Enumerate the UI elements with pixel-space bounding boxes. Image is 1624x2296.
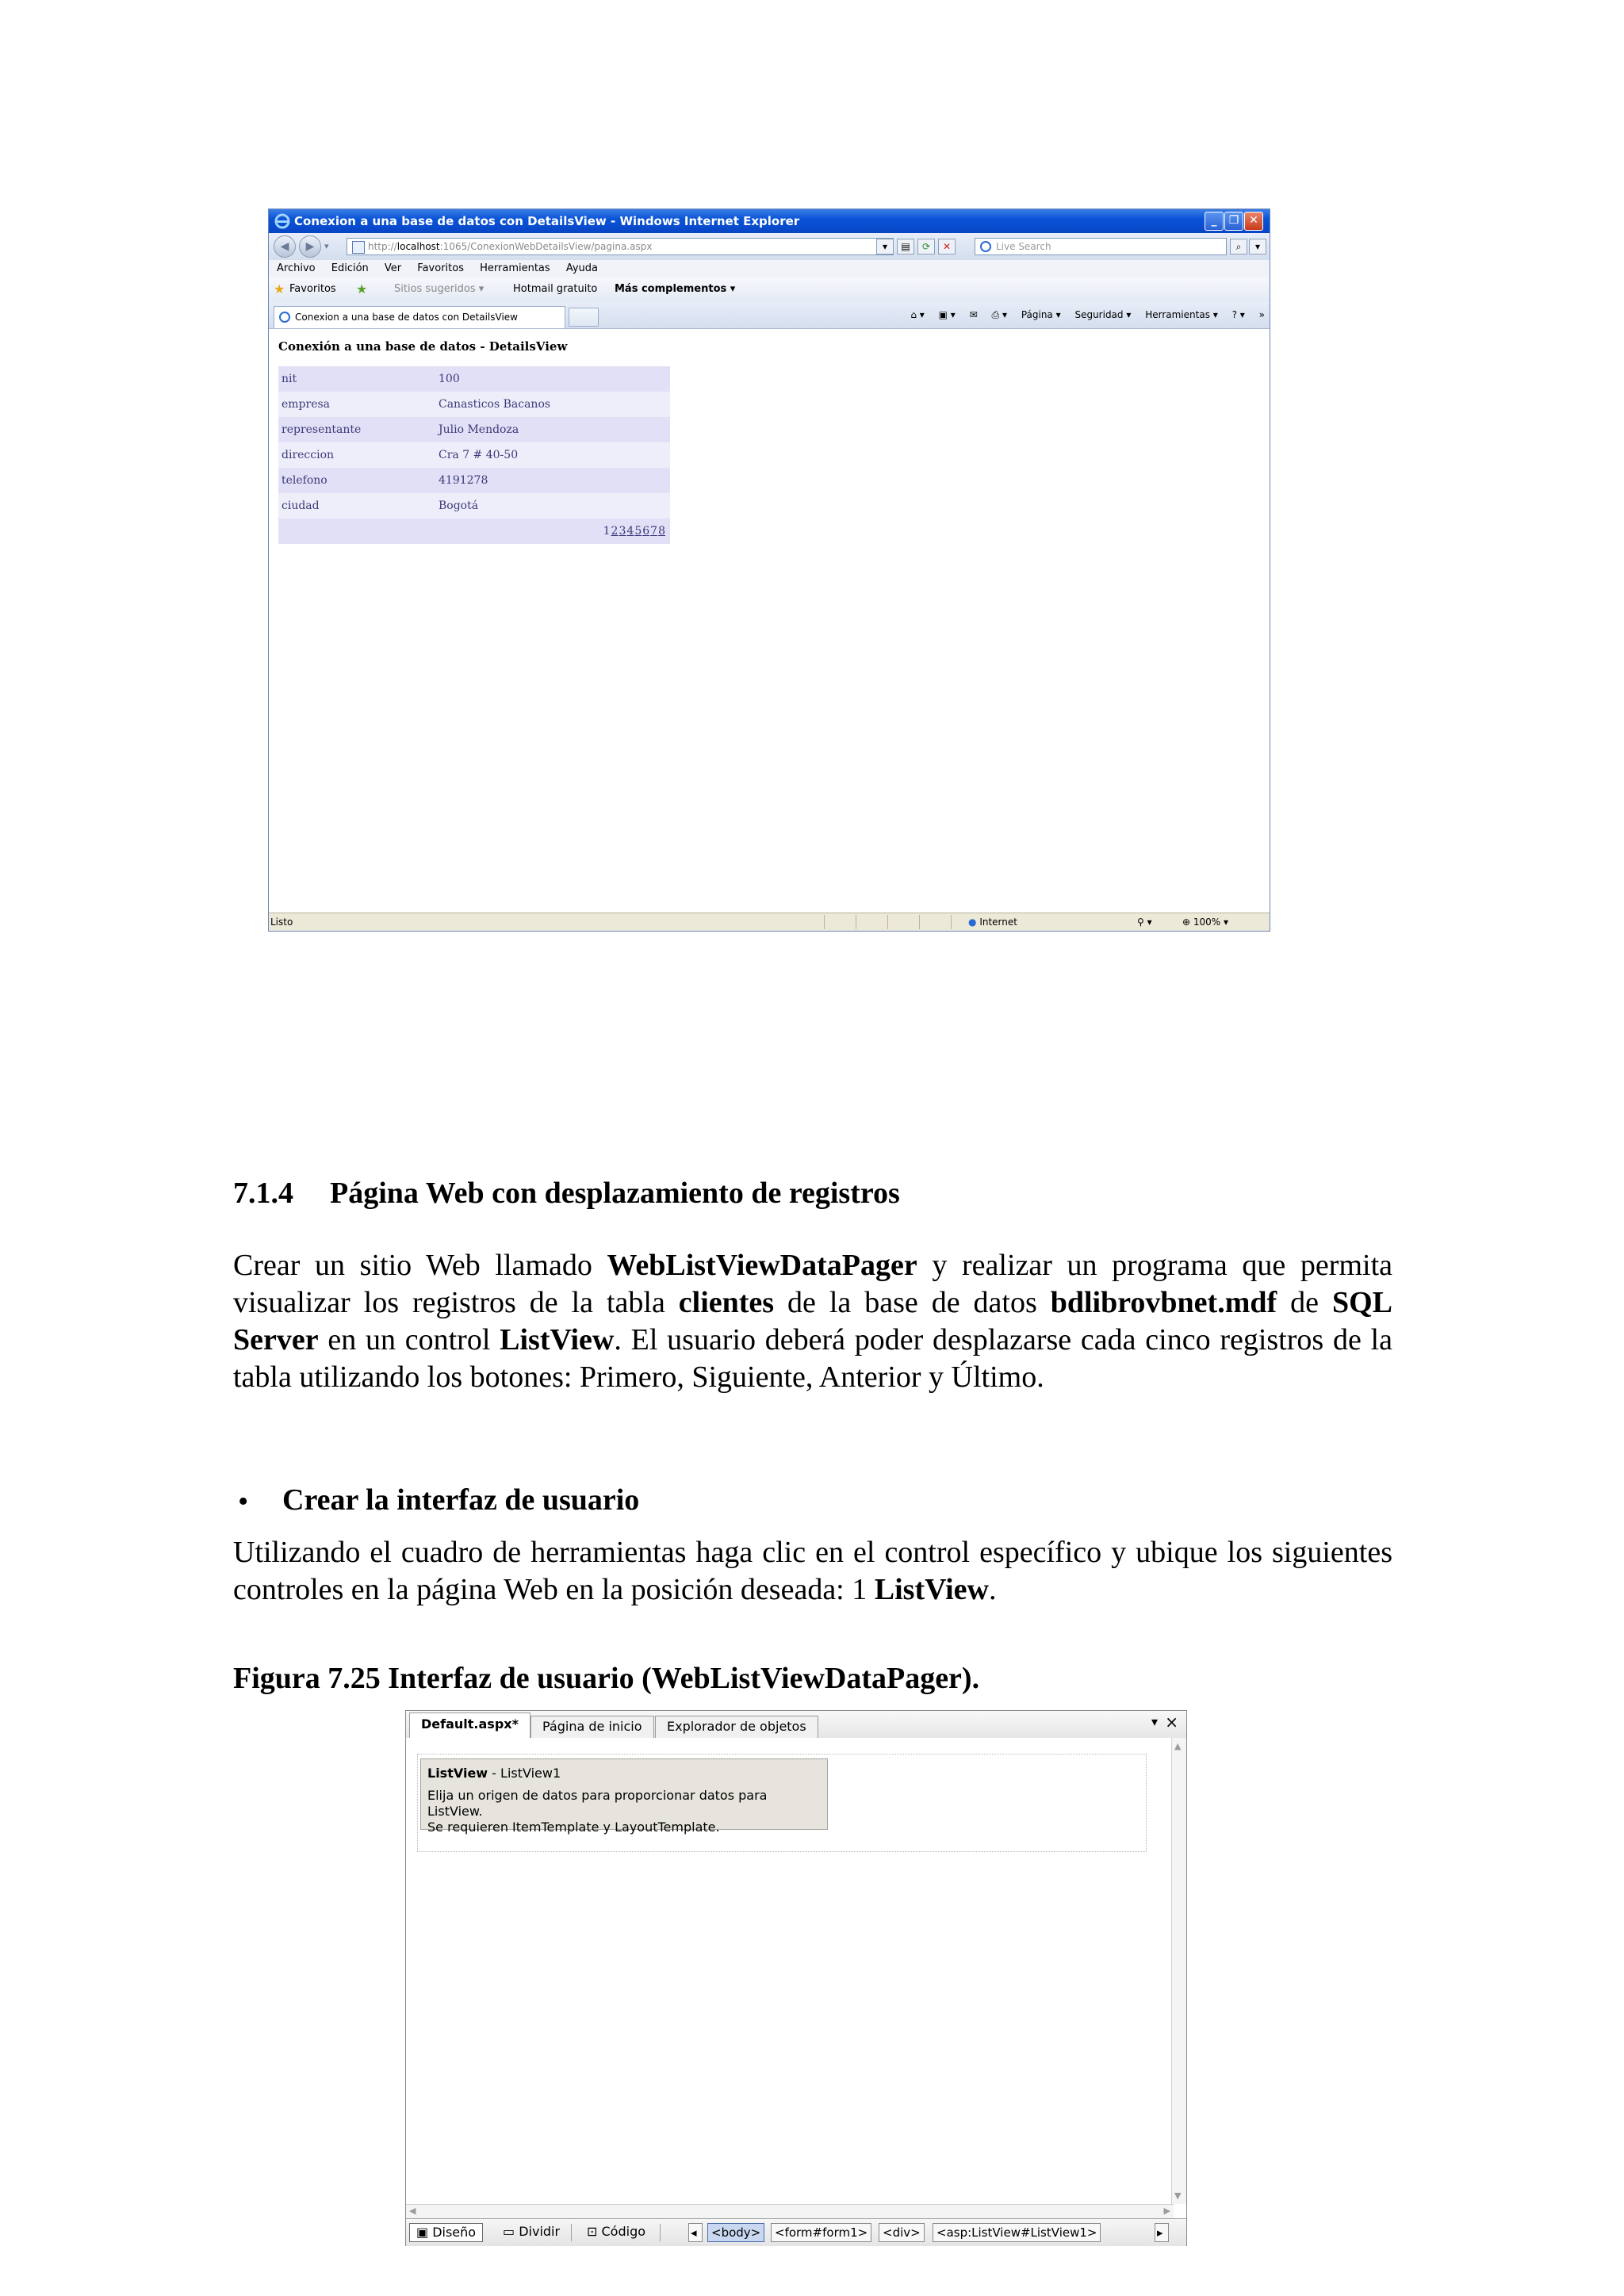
split-view-button[interactable] xyxy=(496,2223,566,2242)
tab-title: Conexion a una base de datos con DetailsView xyxy=(295,312,518,323)
body-text: y realizar un programa que permita visualizar los registros de la tabla xyxy=(233,1249,1392,1319)
details-view-heading: Conexión a una base de datos - DetailsView xyxy=(278,339,568,354)
command-bar xyxy=(899,301,1265,328)
document-tabs xyxy=(406,1711,1186,1739)
tab-object-browser[interactable]: Explorador de objetos xyxy=(655,1716,818,1738)
live-search-logo-icon xyxy=(980,241,991,252)
back-button[interactable]: ◀ xyxy=(274,235,296,258)
menu-archivo[interactable]: Archivo xyxy=(277,262,316,274)
pager-page-4[interactable]: 4 xyxy=(626,525,634,538)
url-path: :1065/ConexionWebDetailsView/pagina.aspx xyxy=(439,241,653,252)
ie-logo-icon xyxy=(274,212,291,230)
field-value: Canasticos Bacanos xyxy=(435,392,670,417)
url-host: localhost xyxy=(396,241,440,252)
details-row xyxy=(278,468,670,493)
zoom-level: 100% xyxy=(1193,916,1221,928)
pager-row xyxy=(278,519,670,544)
field-value: Julio Mendoza xyxy=(435,417,670,442)
tab-default-aspx[interactable]: Default.aspx* xyxy=(409,1712,530,1738)
pager xyxy=(278,519,670,544)
search-icon[interactable]: ⌕ xyxy=(1230,239,1247,254)
address-bar xyxy=(269,233,1270,260)
field-label: telefono xyxy=(278,468,435,493)
menu-ver[interactable]: Ver xyxy=(384,262,402,274)
design-view-button[interactable] xyxy=(409,2223,483,2242)
search-placeholder: Live Search xyxy=(996,241,1051,252)
overflow-chevron-icon[interactable]: » xyxy=(1258,309,1265,320)
field-value: Bogotá xyxy=(435,493,670,519)
scroll-left-icon[interactable]: ◀ xyxy=(409,2206,416,2216)
minimize-button[interactable]: _ xyxy=(1205,212,1224,231)
tab-bar xyxy=(269,301,1270,329)
listview-type: ListView xyxy=(427,1766,488,1781)
vertical-scrollbar[interactable] xyxy=(1171,1738,1186,2204)
view-switcher-bar xyxy=(406,2218,1186,2246)
home-icon[interactable]: ⌂ ▾ xyxy=(910,309,925,320)
page-content xyxy=(269,328,1270,915)
emphasis-text: SQL Server xyxy=(233,1286,1392,1357)
search-input[interactable] xyxy=(975,238,1227,255)
listview-id: - ListView1 xyxy=(488,1766,561,1781)
close-button[interactable]: ✕ xyxy=(1244,212,1263,231)
emphasis-text: bdlibrovbnet.mdf xyxy=(1050,1286,1277,1319)
listview-control[interactable] xyxy=(420,1758,828,1835)
breadcrumb-right-icon[interactable]: ▸ xyxy=(1155,2223,1169,2242)
ie-page-icon xyxy=(279,312,290,323)
status-divider xyxy=(887,915,888,929)
details-view xyxy=(278,366,670,544)
tools-menu[interactable]: Herramientas ▾ xyxy=(1145,309,1218,320)
body-text: de xyxy=(1277,1286,1332,1319)
menu-herramientas[interactable]: Herramientas xyxy=(480,262,550,274)
tab-start-page[interactable]: Página de inicio xyxy=(530,1716,654,1738)
breadcrumb-body[interactable]: <body> xyxy=(707,2223,764,2242)
body-text: Crear un sitio Web llamado xyxy=(233,1249,607,1282)
bullet-icon: • xyxy=(238,1485,249,1518)
menu-edicion[interactable]: Edición xyxy=(331,262,369,274)
breadcrumb-listview[interactable]: <asp:ListView#ListView1> xyxy=(933,2223,1101,2242)
new-tab-button[interactable] xyxy=(569,308,599,327)
favorites-button[interactable]: Favoritos xyxy=(289,283,336,295)
code-view-button[interactable] xyxy=(580,2223,652,2242)
paragraph-intro xyxy=(233,1247,1392,1396)
breadcrumb-div[interactable]: <div> xyxy=(879,2223,925,2242)
field-label: empresa xyxy=(278,392,435,417)
zone-label: Internet xyxy=(979,916,1017,928)
field-value: 4191278 xyxy=(435,468,670,493)
designer-window xyxy=(405,1710,1187,2246)
emphasis-text: ListView xyxy=(500,1323,615,1357)
feeds-icon[interactable]: ▣ ▾ xyxy=(938,309,956,320)
browser-window xyxy=(268,209,1270,932)
details-row xyxy=(278,366,670,392)
pager-page-7[interactable]: 7 xyxy=(650,525,658,538)
details-row xyxy=(278,493,670,519)
zoom-control[interactable]: ⊕ 100% ▾ xyxy=(1182,916,1229,928)
compat-view-icon[interactable]: ▤ xyxy=(897,239,914,254)
suggested-sites-link[interactable]: Sitios sugeridos ▾ xyxy=(394,283,485,295)
menu-favoritos[interactable]: Favoritos xyxy=(417,262,464,274)
body-text: en un control xyxy=(318,1323,500,1357)
url-input[interactable] xyxy=(347,238,894,255)
breadcrumb-left-icon[interactable]: ◂ xyxy=(688,2223,703,2242)
print-icon[interactable]: ⎙ ▾ xyxy=(991,309,1007,320)
favorites-bar xyxy=(269,277,1270,302)
pager-page-2[interactable]: 2 xyxy=(611,525,619,538)
scroll-up-icon[interactable]: ▲ xyxy=(1174,1741,1182,1751)
status-text: Listo xyxy=(270,916,293,928)
scroll-down-icon[interactable]: ▼ xyxy=(1174,2191,1182,2201)
title-bar xyxy=(269,209,1270,233)
status-divider xyxy=(919,915,920,929)
pager-page-6[interactable]: 6 xyxy=(642,525,650,538)
close-tab-icon[interactable]: × xyxy=(1165,1712,1178,1732)
security-menu[interactable]: Seguridad ▾ xyxy=(1074,309,1132,320)
body-text: de la base de datos xyxy=(774,1286,1051,1319)
body-text: Utilizando el cuadro de herramientas haga clic en el control específico y ubique los siguientes controles en la página Web en la posición deseada: 1 xyxy=(233,1536,1392,1606)
emphasis-text: WebListViewDataPager xyxy=(607,1249,917,1282)
url-dropdown-icon[interactable]: ▾ xyxy=(876,239,894,254)
forward-button[interactable]: ▶ xyxy=(299,235,321,258)
details-row xyxy=(278,392,670,417)
menu-ayuda[interactable]: Ayuda xyxy=(565,262,598,274)
details-row xyxy=(278,417,670,442)
scroll-right-icon[interactable]: ▶ xyxy=(1163,2206,1170,2216)
field-label: representante xyxy=(278,417,435,442)
globe-icon: ● xyxy=(968,916,977,928)
page-menu[interactable]: Página ▾ xyxy=(1021,309,1061,320)
horizontal-scrollbar[interactable] xyxy=(406,2204,1174,2219)
add-favorite-icon[interactable]: ★ xyxy=(356,281,368,297)
star-icon: ★ xyxy=(274,281,285,297)
divider xyxy=(571,2224,572,2241)
tab-active[interactable] xyxy=(274,306,565,328)
help-icon[interactable]: ? ▾ xyxy=(1231,309,1245,320)
search-options-icon[interactable]: ▾ xyxy=(1249,239,1266,254)
listview-message-line1: Elija un origen de datos para proporcionar datos para ListView. xyxy=(427,1788,768,1819)
design-surface[interactable] xyxy=(406,1738,1174,2204)
design-label: Diseño xyxy=(432,2225,477,2240)
pager-page-1: 1 xyxy=(603,525,611,538)
protected-mode-icon[interactable]: ⚲ ▾ xyxy=(1137,916,1152,928)
emphasis-text: clientes xyxy=(678,1286,775,1319)
stop-icon[interactable]: ✕ xyxy=(938,239,956,254)
field-label: nit xyxy=(278,366,435,392)
body-text: . xyxy=(989,1573,997,1606)
status-divider xyxy=(824,915,825,929)
maximize-button[interactable]: ❐ xyxy=(1224,212,1243,231)
split-icon: ▭ xyxy=(503,2224,519,2239)
details-row xyxy=(278,442,670,468)
hotmail-link[interactable]: Hotmail gratuito xyxy=(513,283,598,295)
window-position-icon[interactable]: ▾ xyxy=(1151,1714,1158,1729)
pager-page-8[interactable]: 8 xyxy=(658,525,665,538)
field-value: Cra 7 # 40-50 xyxy=(435,442,670,468)
refresh-icon[interactable]: ⟳ xyxy=(917,239,935,254)
field-value: 100 xyxy=(435,366,670,392)
page-icon xyxy=(352,241,365,254)
section-number: 7.1.4 xyxy=(233,1177,293,1210)
breadcrumb-form[interactable]: <form#form1> xyxy=(771,2223,871,2242)
pager-page-3[interactable]: 3 xyxy=(619,525,626,538)
history-dropdown-icon[interactable]: ▾ xyxy=(324,241,329,251)
split-label: Dividir xyxy=(519,2224,561,2239)
section-title: Página Web con desplazamiento de registros xyxy=(330,1177,900,1210)
field-label: ciudad xyxy=(278,493,435,519)
body-text: . El usuario deberá poder desplazarse cada cinco registros de la tabla utilizando los botones: Primero, Siguiente, Anterior y Último. xyxy=(233,1323,1392,1394)
window-title: Conexion a una base de datos con DetailsView - Windows Internet Explorer xyxy=(294,214,800,228)
divider xyxy=(660,2224,661,2241)
listview-message-line2: Se requieren ItemTemplate y LayoutTemplate. xyxy=(427,1820,720,1835)
paragraph-instructions xyxy=(233,1534,1392,1609)
design-icon: ▣ xyxy=(416,2225,433,2240)
emphasis-text: ListView xyxy=(874,1573,989,1606)
more-addons-link[interactable]: Más complementos ▾ xyxy=(615,283,736,295)
bullet-heading: Crear la interfaz de usuario xyxy=(282,1483,640,1517)
code-label: Código xyxy=(601,2224,646,2239)
url-scheme: http:// xyxy=(368,241,397,252)
menu-bar xyxy=(269,260,1270,277)
security-zone[interactable] xyxy=(968,913,1017,931)
pager-page-5[interactable]: 5 xyxy=(634,525,642,538)
mail-icon[interactable]: ✉ xyxy=(969,309,978,320)
code-icon: ⊡ xyxy=(587,2224,602,2239)
figure-caption: Figura 7.25 Interfaz de usuario (WebListViewDataPager). xyxy=(233,1662,980,1695)
status-divider xyxy=(951,915,952,929)
field-label: direccion xyxy=(278,442,435,468)
status-bar xyxy=(269,913,1270,931)
